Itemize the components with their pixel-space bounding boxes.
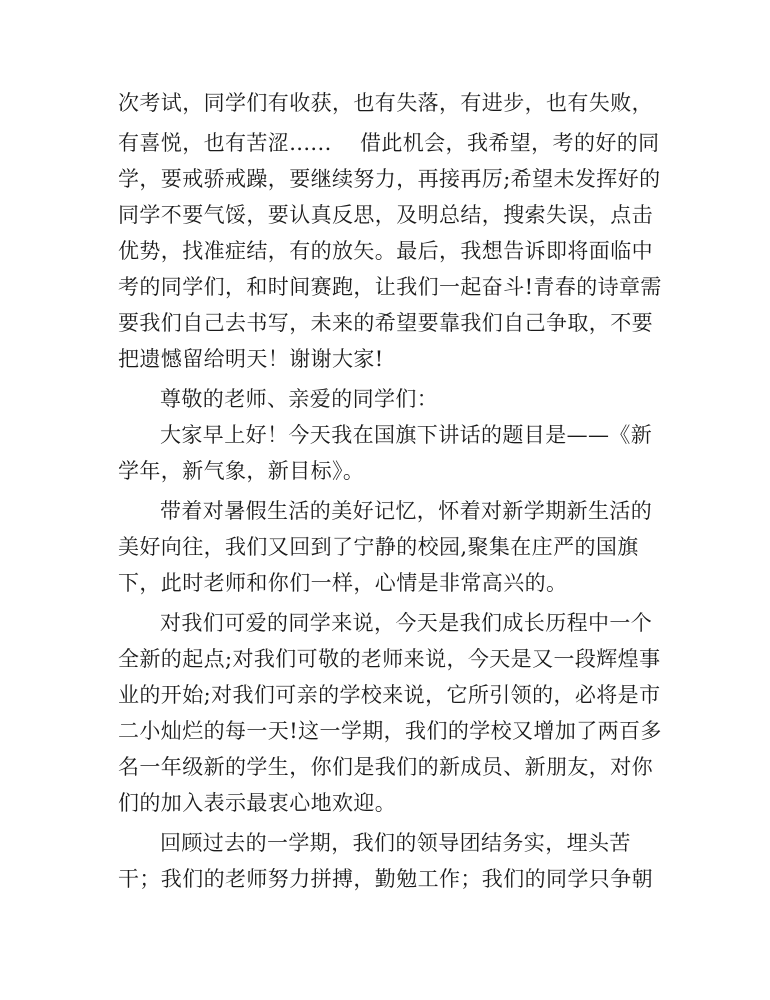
text-line: 有喜悦，也有苦涩...... 借此机会，我希望，考的好的同 bbox=[118, 131, 660, 155]
text-line: 考的同学们，和时间赛跑，让我们一起奋斗!青春的诗章需 bbox=[118, 275, 662, 299]
text-line: 对我们可爱的同学来说，今天是我们成长历程中一个 bbox=[160, 611, 653, 635]
text-line: 美好向往，我们又回到了宁静的校园,聚集在庄严的国旗 bbox=[118, 535, 639, 559]
text-line: 次考试，同学们有收获，也有失落，有进步，也有失败， bbox=[118, 91, 653, 115]
text-line: 把遗憾留给明天！谢谢大家! bbox=[118, 347, 384, 371]
salutation-line: 尊敬的老师、亲爱的同学们： bbox=[160, 387, 439, 411]
text-line: 名一年级新的学生，你们是我们的新成员、新朋友，对你 bbox=[118, 755, 653, 779]
text-line: 优势，找准症结，有的放矢。最后，我想告诉即将面临中 bbox=[118, 239, 653, 263]
text-line: 同学不要气馁，要认真反思，及明总结，搜索失误，点击 bbox=[118, 203, 653, 227]
speech-title-line: 学年，新气象，新目标》。 bbox=[118, 459, 365, 483]
text-line: 要我们自己去书写，未来的希望要靠我们自己争取，不要 bbox=[118, 311, 653, 335]
text-line: 下，此时老师和你们一样，心情是非常高兴的。 bbox=[118, 571, 568, 595]
text-line: 回顾过去的一学期，我们的领导团结务实，埋头苦 bbox=[160, 831, 631, 855]
text-line: 全新的起点;对我们可敬的老师来说，今天是又一段辉煌事 bbox=[118, 647, 661, 671]
text-line: 学，要戒骄戒躁，要继续努力，再接再厉;希望未发挥好的 bbox=[118, 167, 661, 191]
text-line: 带着对暑假生活的美好记忆，怀着对新学期新生活的 bbox=[160, 499, 653, 523]
text-line: 们的加入表示最衷心地欢迎。 bbox=[118, 791, 397, 815]
text-line: 二小灿烂的每一天!这一学期，我们的学校又增加了两百多 bbox=[118, 719, 662, 743]
text-line: 业的开始;对我们可亲的学校来说，它所引领的，必将是市 bbox=[118, 683, 661, 707]
text-line: 干；我们的老师努力拼搏，勤勉工作；我们的同学只争朝 bbox=[118, 867, 653, 891]
text-line: 大家早上好！今天我在国旗下讲话的题目是——《新 bbox=[160, 423, 653, 447]
